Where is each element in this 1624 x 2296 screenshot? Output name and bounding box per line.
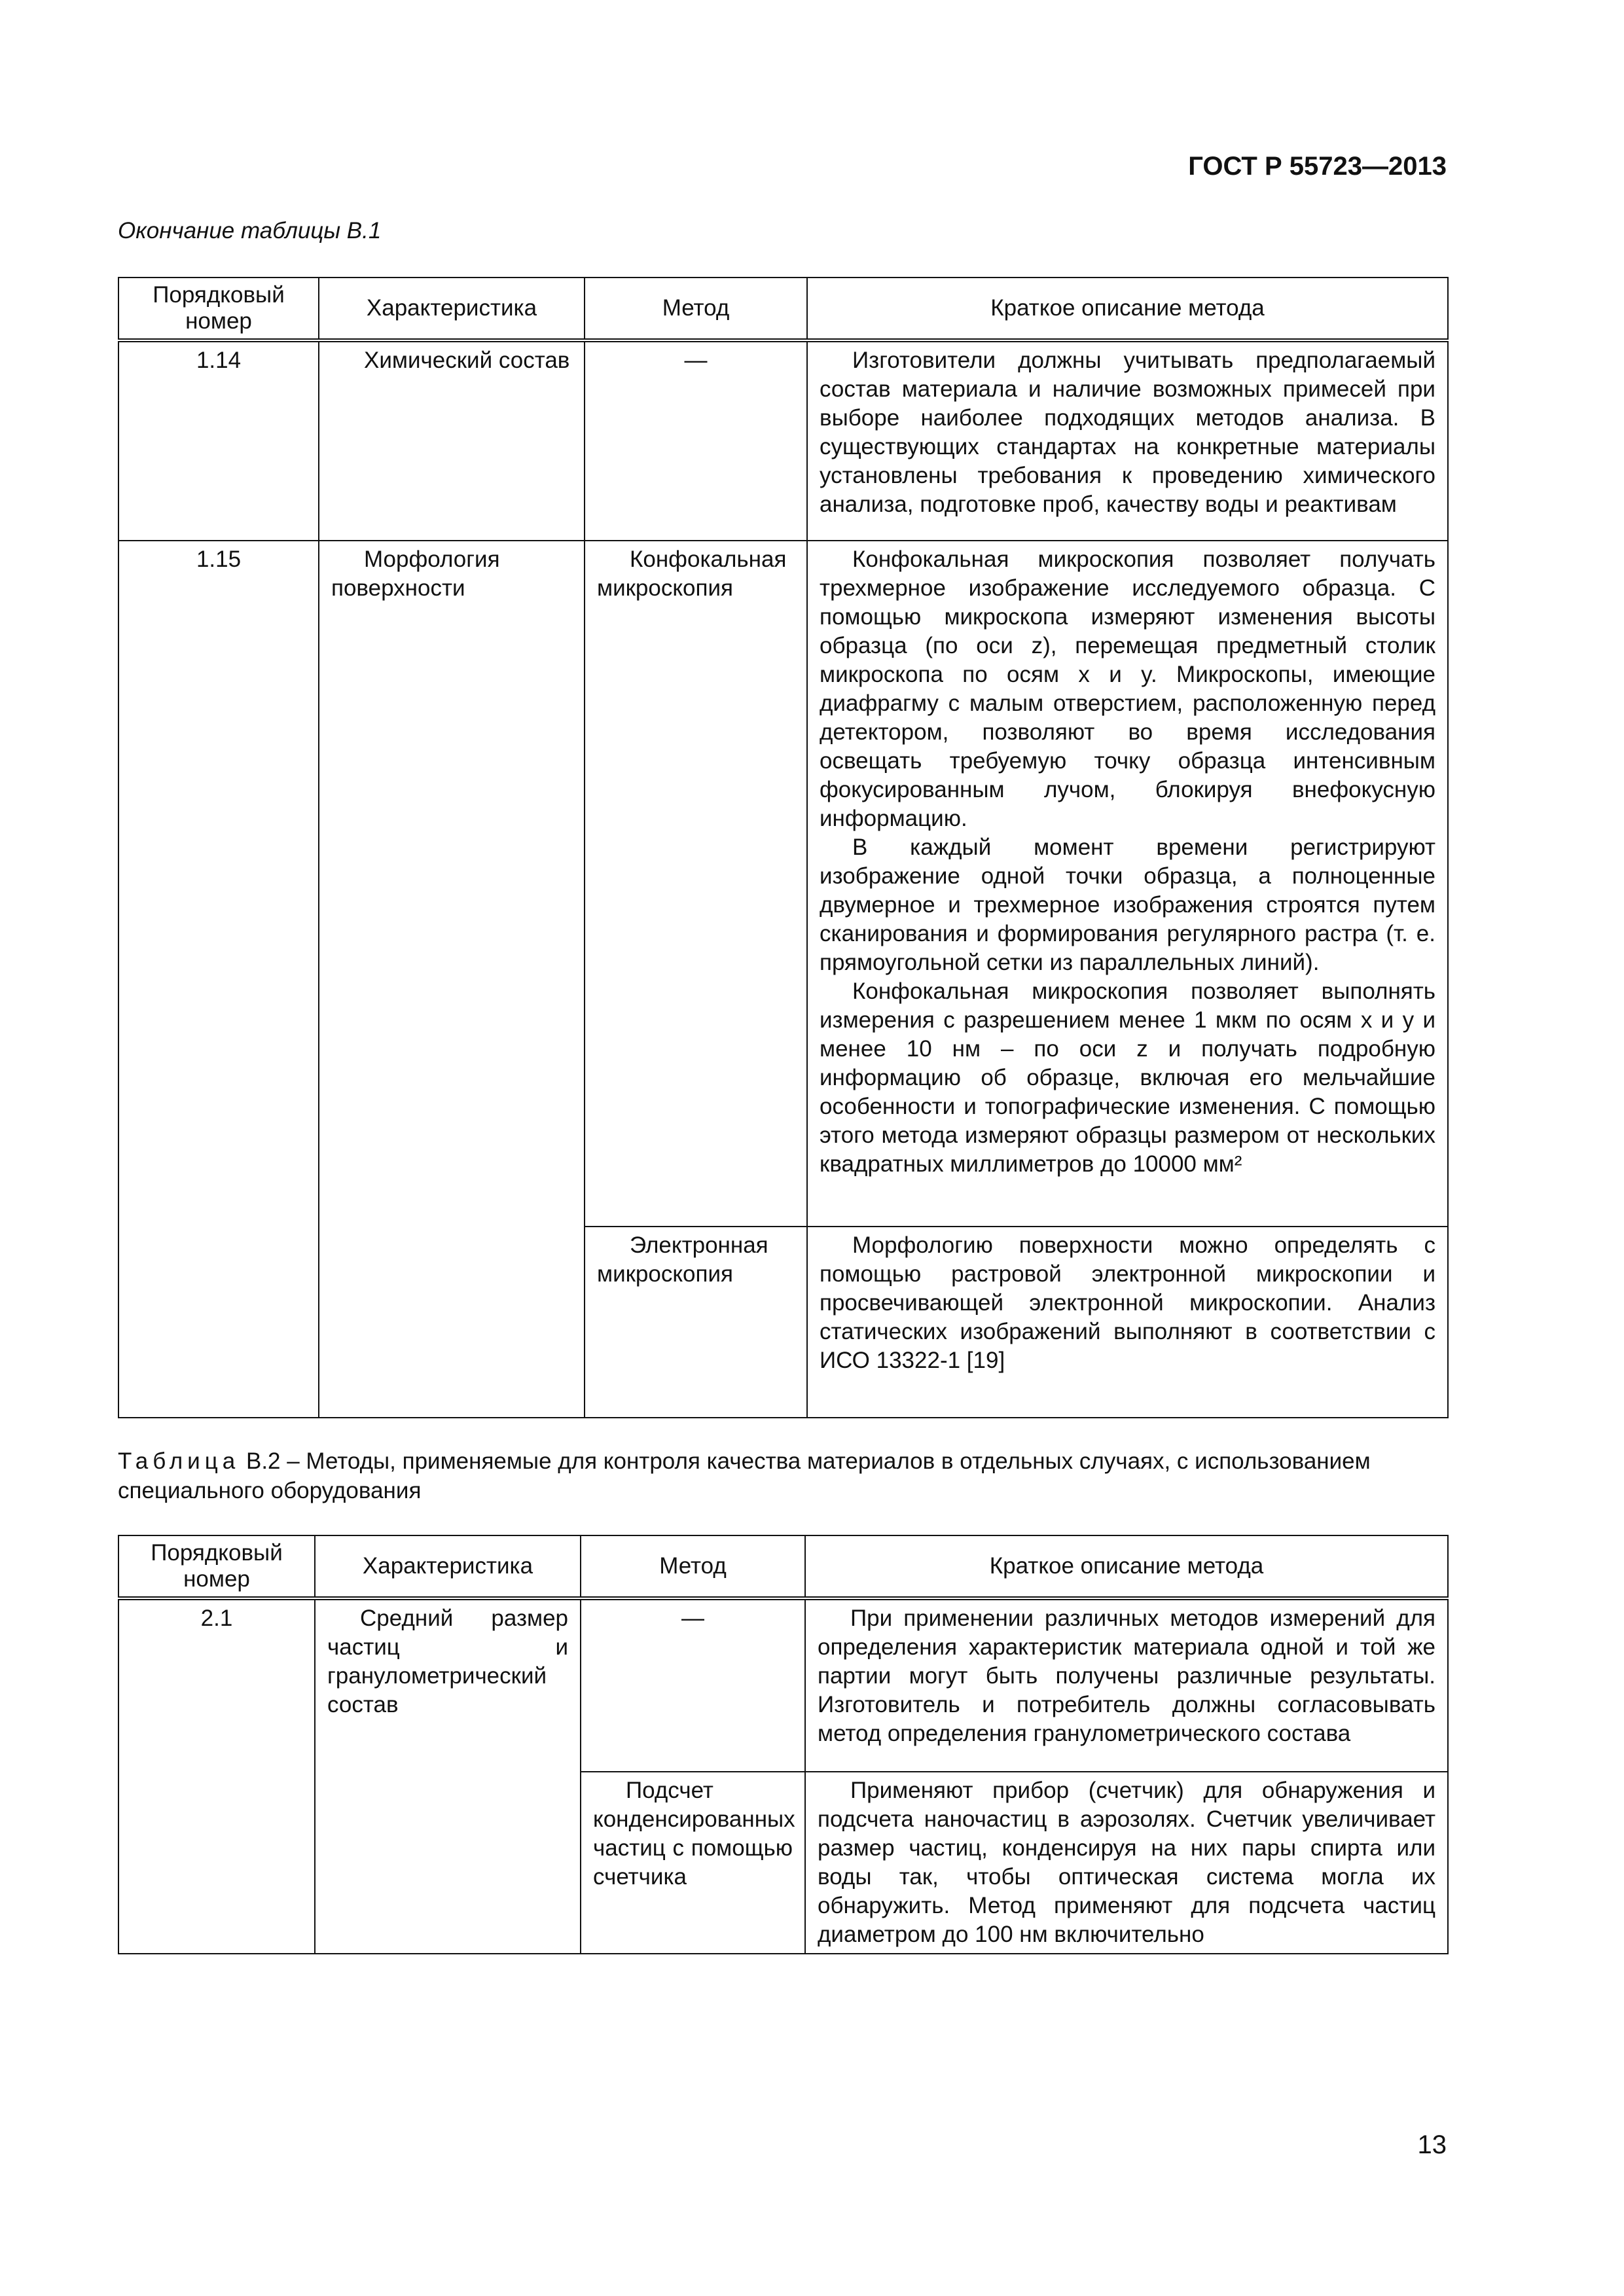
row-number: 2.1: [118, 1598, 315, 1954]
table-row: [118, 1598, 1448, 1772]
table-row: [118, 340, 1448, 541]
description-paragraph: Конфокальная микроскопия позволяет выполнять измерения с разрешением менее 1 мкм по осям x и y и менее 10 нм – по оси z и получать подробную информацию об образце, включая его мельчайшие особенности и топографические изменения. С помощью этого метода измеряют образцы размером от нескольких квадратных миллиметров до 10000 мм²: [820, 978, 1435, 1177]
description-paragraph: Морфологию поверхности можно определять с помощью растровой электронной микроскопии и просвечивающей электронной микроскопии. Анализ статических изображений выполняют в соответствии с ИСО 13322-1 [19]: [820, 1232, 1435, 1373]
column-header-characteristic: Характеристика: [319, 278, 585, 340]
column-header-characteristic: Характеристика: [315, 1535, 581, 1598]
row-number: 1.14: [118, 340, 319, 541]
row-method: Электронная микроскопия: [585, 1227, 807, 1418]
table-row: [118, 541, 1448, 1227]
row-method: Конфокальная микроскопия: [585, 541, 807, 1227]
row-description: [807, 1227, 1448, 1418]
row-characteristic: Химический состав: [319, 340, 585, 541]
table-b1: [118, 277, 1449, 1418]
description-paragraph: Изготовители должны учитывать предполагаемый состав материала и наличие возможных примесей при выборе наиболее подходящих методов анализа. В существующих стандартах на конкретные материалы установлены требования к проведению химического анализа, подготовке проб, качеству воды и реактивам: [820, 348, 1435, 517]
column-header-number: Порядковый номер: [118, 1535, 315, 1598]
row-method: Подсчет конденсированных частиц с помощью счетчика: [581, 1772, 805, 1954]
description-paragraph: При применении различных методов измерений для определения характеристик материала одной и той же партии могут быть получены различные результаты. Изготовитель и потребитель должны согласовывать метод определения гранулометрического состава: [818, 1605, 1435, 1746]
table-header-row: [118, 278, 1448, 340]
row-description: [805, 1598, 1448, 1772]
row-description: [805, 1772, 1448, 1954]
column-header-method: Метод: [585, 278, 807, 340]
row-method: —: [585, 340, 807, 541]
row-description: [807, 340, 1448, 541]
column-header-method: Метод: [581, 1535, 805, 1598]
row-number: 1.15: [118, 541, 319, 1418]
row-method: —: [581, 1598, 805, 1772]
row-characteristic: Средний размер частиц и гранулометрический состав: [315, 1598, 581, 1954]
row-description: [807, 541, 1448, 1227]
page-number: 13: [1417, 2130, 1447, 2159]
document-standard-code: ГОСТ Р 55723—2013: [1188, 152, 1447, 181]
table2-caption: [118, 1446, 1447, 1505]
description-paragraph: Применяют прибор (счетчик) для обнаружения и подсчета наночастиц в аэрозолях. Счетчик увеличивает размер частиц, конденсируя на них пары спирта или воды так, чтобы оптическая система могла их обнаружить. Метод применяют для подсчета частиц диаметром до 100 нм включительно: [818, 1778, 1435, 1947]
table-b2: [118, 1535, 1449, 1954]
row-characteristic: Морфология поверхности: [319, 541, 585, 1418]
column-header-description: Краткое описание метода: [805, 1535, 1448, 1598]
description-paragraph: В каждый момент времени регистрируют изображение одной точки образца, а полноценные двумерное и трехмерное изображения строятся путем сканирования и формирования регулярного растра (т. е. прямоугольной сетки из параллельных линий).: [820, 834, 1435, 975]
table-header-row: [118, 1535, 1448, 1598]
table2-caption-text: В.2 – Методы, применяемые для контроля качества материалов в отдельных случаях, с использованием специального оборудования: [118, 1448, 1371, 1503]
column-header-number: Порядковый номер: [118, 278, 319, 340]
column-header-description: Краткое описание метода: [807, 278, 1448, 340]
table1-caption: Окончание таблицы В.1: [118, 218, 382, 243]
table2-caption-label: Таблица: [118, 1448, 240, 1474]
description-paragraph: Конфокальная микроскопия позволяет получать трехмерное изображение исследуемого образца. С помощью микроскопа измеряют изменения высоты образца (по оси z), перемещая предметный столик микроскопа по осям x и y. Микроскопы, имеющие диафрагму с малым отверстием, расположенную перед детектором, позволяют во время исследования освещать требуемую точку образца интенсивным фокусированным лучом, блокируя внефокусную информацию.: [820, 547, 1435, 831]
